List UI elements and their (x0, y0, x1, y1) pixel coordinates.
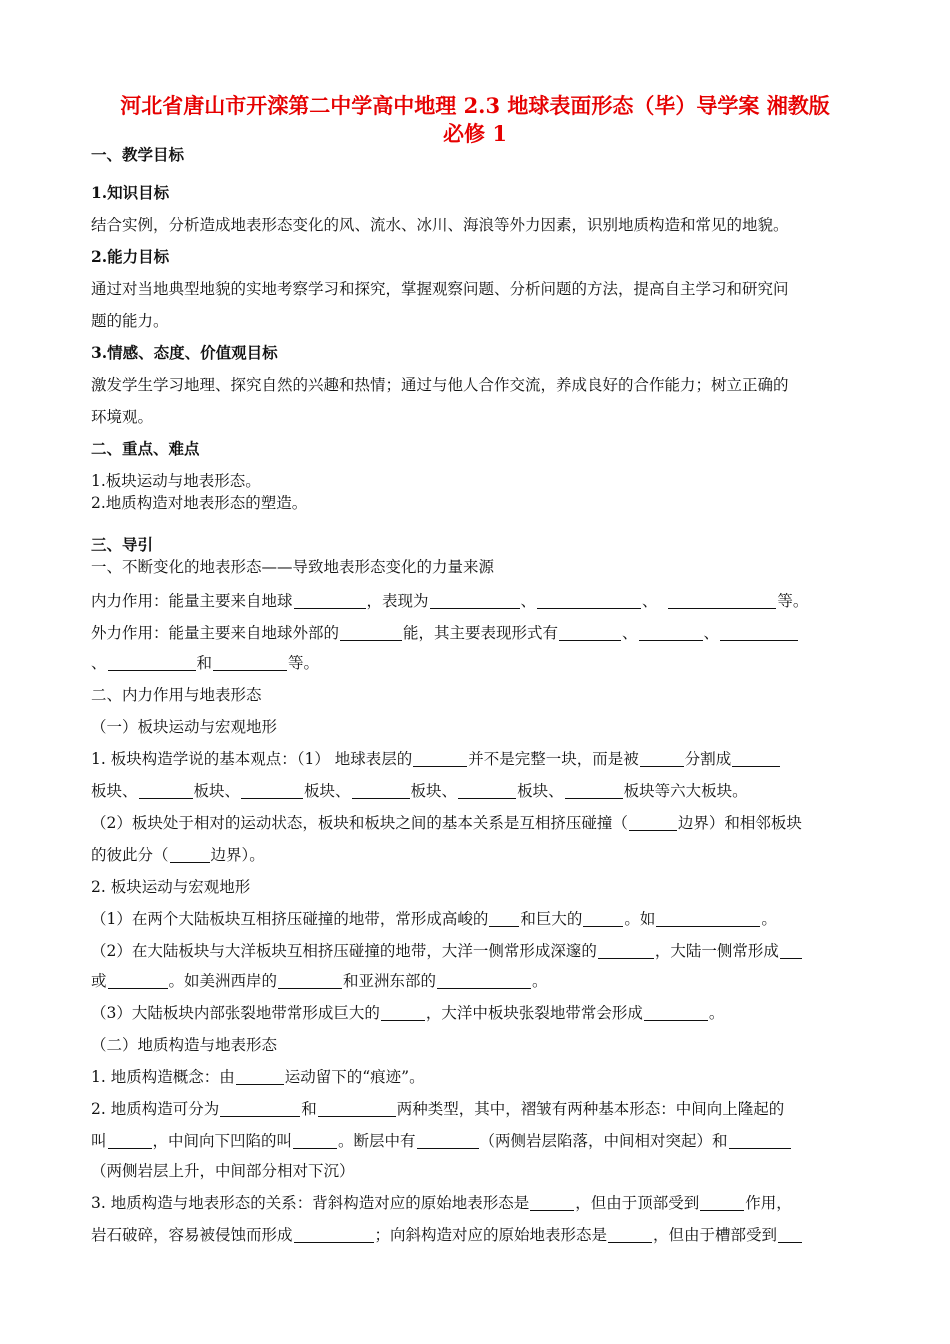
section-heading-objectives: 一、教学目标 (91, 145, 185, 164)
blank-field[interactable] (458, 782, 516, 799)
structure-types-line-3: （两侧岩层上升，中间部分相对下沉） (91, 1162, 355, 1180)
blank-field[interactable] (537, 592, 641, 609)
blank-field[interactable] (293, 1132, 337, 1149)
blank-field[interactable] (489, 910, 519, 927)
outer-force-line: 外力作用：能量主要来自地球外部的 能，其主要表现形式有 、 、 (91, 622, 871, 644)
subheading-knowledge: 1.知识目标 (91, 183, 170, 202)
blank-field[interactable] (108, 972, 168, 989)
blank-field[interactable] (318, 1100, 396, 1117)
inner-force-line: 内力作用：能量主要来自地球 ，表现为 、 、 等。 (91, 592, 809, 610)
blank-field[interactable] (108, 654, 196, 671)
subheading-values: 3.情感、态度、价值观目标 (91, 343, 278, 362)
blank-field[interactable] (700, 1194, 744, 1211)
paragraph-ability-a: 通过对当地典型地貌的实地考察学习和探究，掌握观察问题、分析问题的方法，提高自主学习和研究问 (91, 280, 789, 298)
blank-field[interactable] (598, 942, 654, 959)
section-heading-guide: 三、导引 (91, 535, 154, 554)
blank-field[interactable] (294, 592, 366, 609)
landform-line-2b: 或 。如美洲西岸的 和亚洲东部的 。 (91, 972, 548, 990)
blank-field[interactable] (640, 750, 684, 767)
structure-types-line-2: 叫 ，中间向下凹陷的叫 。断层中有 （两侧岩层陷落，中间相对突起）和 (91, 1130, 871, 1152)
subheading-ability: 2.能力目标 (91, 247, 170, 266)
blank-field[interactable] (778, 1226, 802, 1243)
blank-field[interactable] (732, 750, 780, 767)
plate-theory-line: 1. 板块构造学说的基本观点：（1） 地球表层的 并不是完整一块，而是被 分割成 (91, 748, 871, 770)
blank-field[interactable] (352, 782, 410, 799)
structure-types-line: 2. 地质构造可分为 和 两种类型，其中，褶皱有两种基本形态：中间向上隆起的 (91, 1100, 785, 1118)
landform-line-3: （3）大陆板块内部张裂地带常形成巨大的 ，大洋中板块张裂地带常会形成 。 (91, 1004, 725, 1022)
blank-field[interactable] (656, 910, 760, 927)
guide-subheading-structure: （二）地质构造与地表形态 (91, 1036, 278, 1054)
blank-field[interactable] (530, 1194, 574, 1211)
blank-field[interactable] (430, 592, 520, 609)
guide-subheading-plates: （一）板块运动与宏观地形 (91, 718, 278, 736)
blank-field[interactable] (583, 910, 623, 927)
plate-motion-line: （2）板块处于相对的运动状态，板块和板块之间的基本关系是互相挤压碰撞（ 边界）和相邻板块 (91, 814, 802, 832)
blank-field[interactable] (629, 814, 677, 831)
blank-field[interactable] (139, 782, 193, 799)
outer-force-line-2: 、 和 等。 (91, 654, 320, 672)
section-heading-keypoints: 二、重点、难点 (91, 439, 200, 458)
paragraph-knowledge: 结合实例，分析造成地表形态变化的风、流水、冰川、海浪等外力因素，识别地质构造和常见的地貌。 (91, 216, 789, 234)
plate-motion-line-2: 的彼此分（ 边界）。 (91, 846, 265, 864)
structure-relation-line: 3. 地质构造与地表形态的关系：背斜构造对应的原始地表形态是 ，但由于顶部受到 作用， (91, 1194, 792, 1212)
plate-list-line: 板块、 板块、 板块、 板块、 板块、 板块等六大板块。 (91, 782, 748, 800)
blank-field[interactable] (213, 654, 287, 671)
blank-field[interactable] (278, 972, 342, 989)
blank-field[interactable] (236, 1068, 284, 1085)
guide-heading-2: 二、内力作用与地表形态 (91, 686, 262, 704)
paragraph-ability-b: 题的能力。 (91, 312, 169, 330)
blank-field[interactable] (559, 624, 621, 641)
blank-field[interactable] (668, 592, 776, 609)
blank-field[interactable] (381, 1004, 425, 1021)
blank-field[interactable] (720, 624, 798, 641)
blank-field[interactable] (729, 1132, 791, 1149)
landform-line-2: （2）在大陆板块与大洋板块互相挤压碰撞的地带，大洋一侧常形成深邃的 ，大陆一侧常形成 (91, 940, 871, 962)
blank-field[interactable] (220, 1100, 300, 1117)
blank-field[interactable] (780, 942, 802, 959)
structure-concept-line: 1. 地质构造概念：由 运动留下的“痕迹”。 (91, 1068, 425, 1086)
blank-field[interactable] (241, 782, 303, 799)
paragraph-values-a: 激发学生学习地理、探究自然的兴趣和热情；通过与他人合作交流，养成良好的合作能力；树立正确的 (91, 376, 789, 394)
blank-field[interactable] (108, 1132, 152, 1149)
keypoint-1: 1.板块运动与地表形态。 (91, 472, 261, 490)
blank-field[interactable] (413, 750, 467, 767)
blank-field[interactable] (437, 972, 531, 989)
blank-field[interactable] (608, 1226, 652, 1243)
document-title-line2: 必修 1 (443, 121, 507, 146)
document-title-line1: 河北省唐山市开滦第二中学高中地理 2.3 地球表面形态（毕）导学案 湘教版 (120, 93, 830, 118)
blank-field[interactable] (294, 1226, 374, 1243)
paragraph-values-b: 环境观。 (91, 408, 154, 426)
blank-field[interactable] (639, 624, 703, 641)
blank-field[interactable] (170, 846, 210, 863)
blank-field[interactable] (417, 1132, 479, 1149)
blank-field[interactable] (340, 624, 402, 641)
structure-relation-line-2: 岩石破碎，容易被侵蚀而形成 ；向斜构造对应的原始地表形态是 ，但由于槽部受到 (91, 1224, 871, 1246)
plate-landform-heading: 2. 板块运动与宏观地形 (91, 878, 251, 896)
blank-field[interactable] (644, 1004, 708, 1021)
blank-field[interactable] (565, 782, 623, 799)
guide-heading-1: 一、不断变化的地表形态——导致地表形态变化的力量来源 (91, 558, 495, 576)
keypoint-2: 2.地质构造对地表形态的塑造。 (91, 494, 308, 512)
landform-line-1: （1）在两个大陆板块互相挤压碰撞的地带，常形成高峻的 和巨大的 。如 。 (91, 910, 777, 928)
